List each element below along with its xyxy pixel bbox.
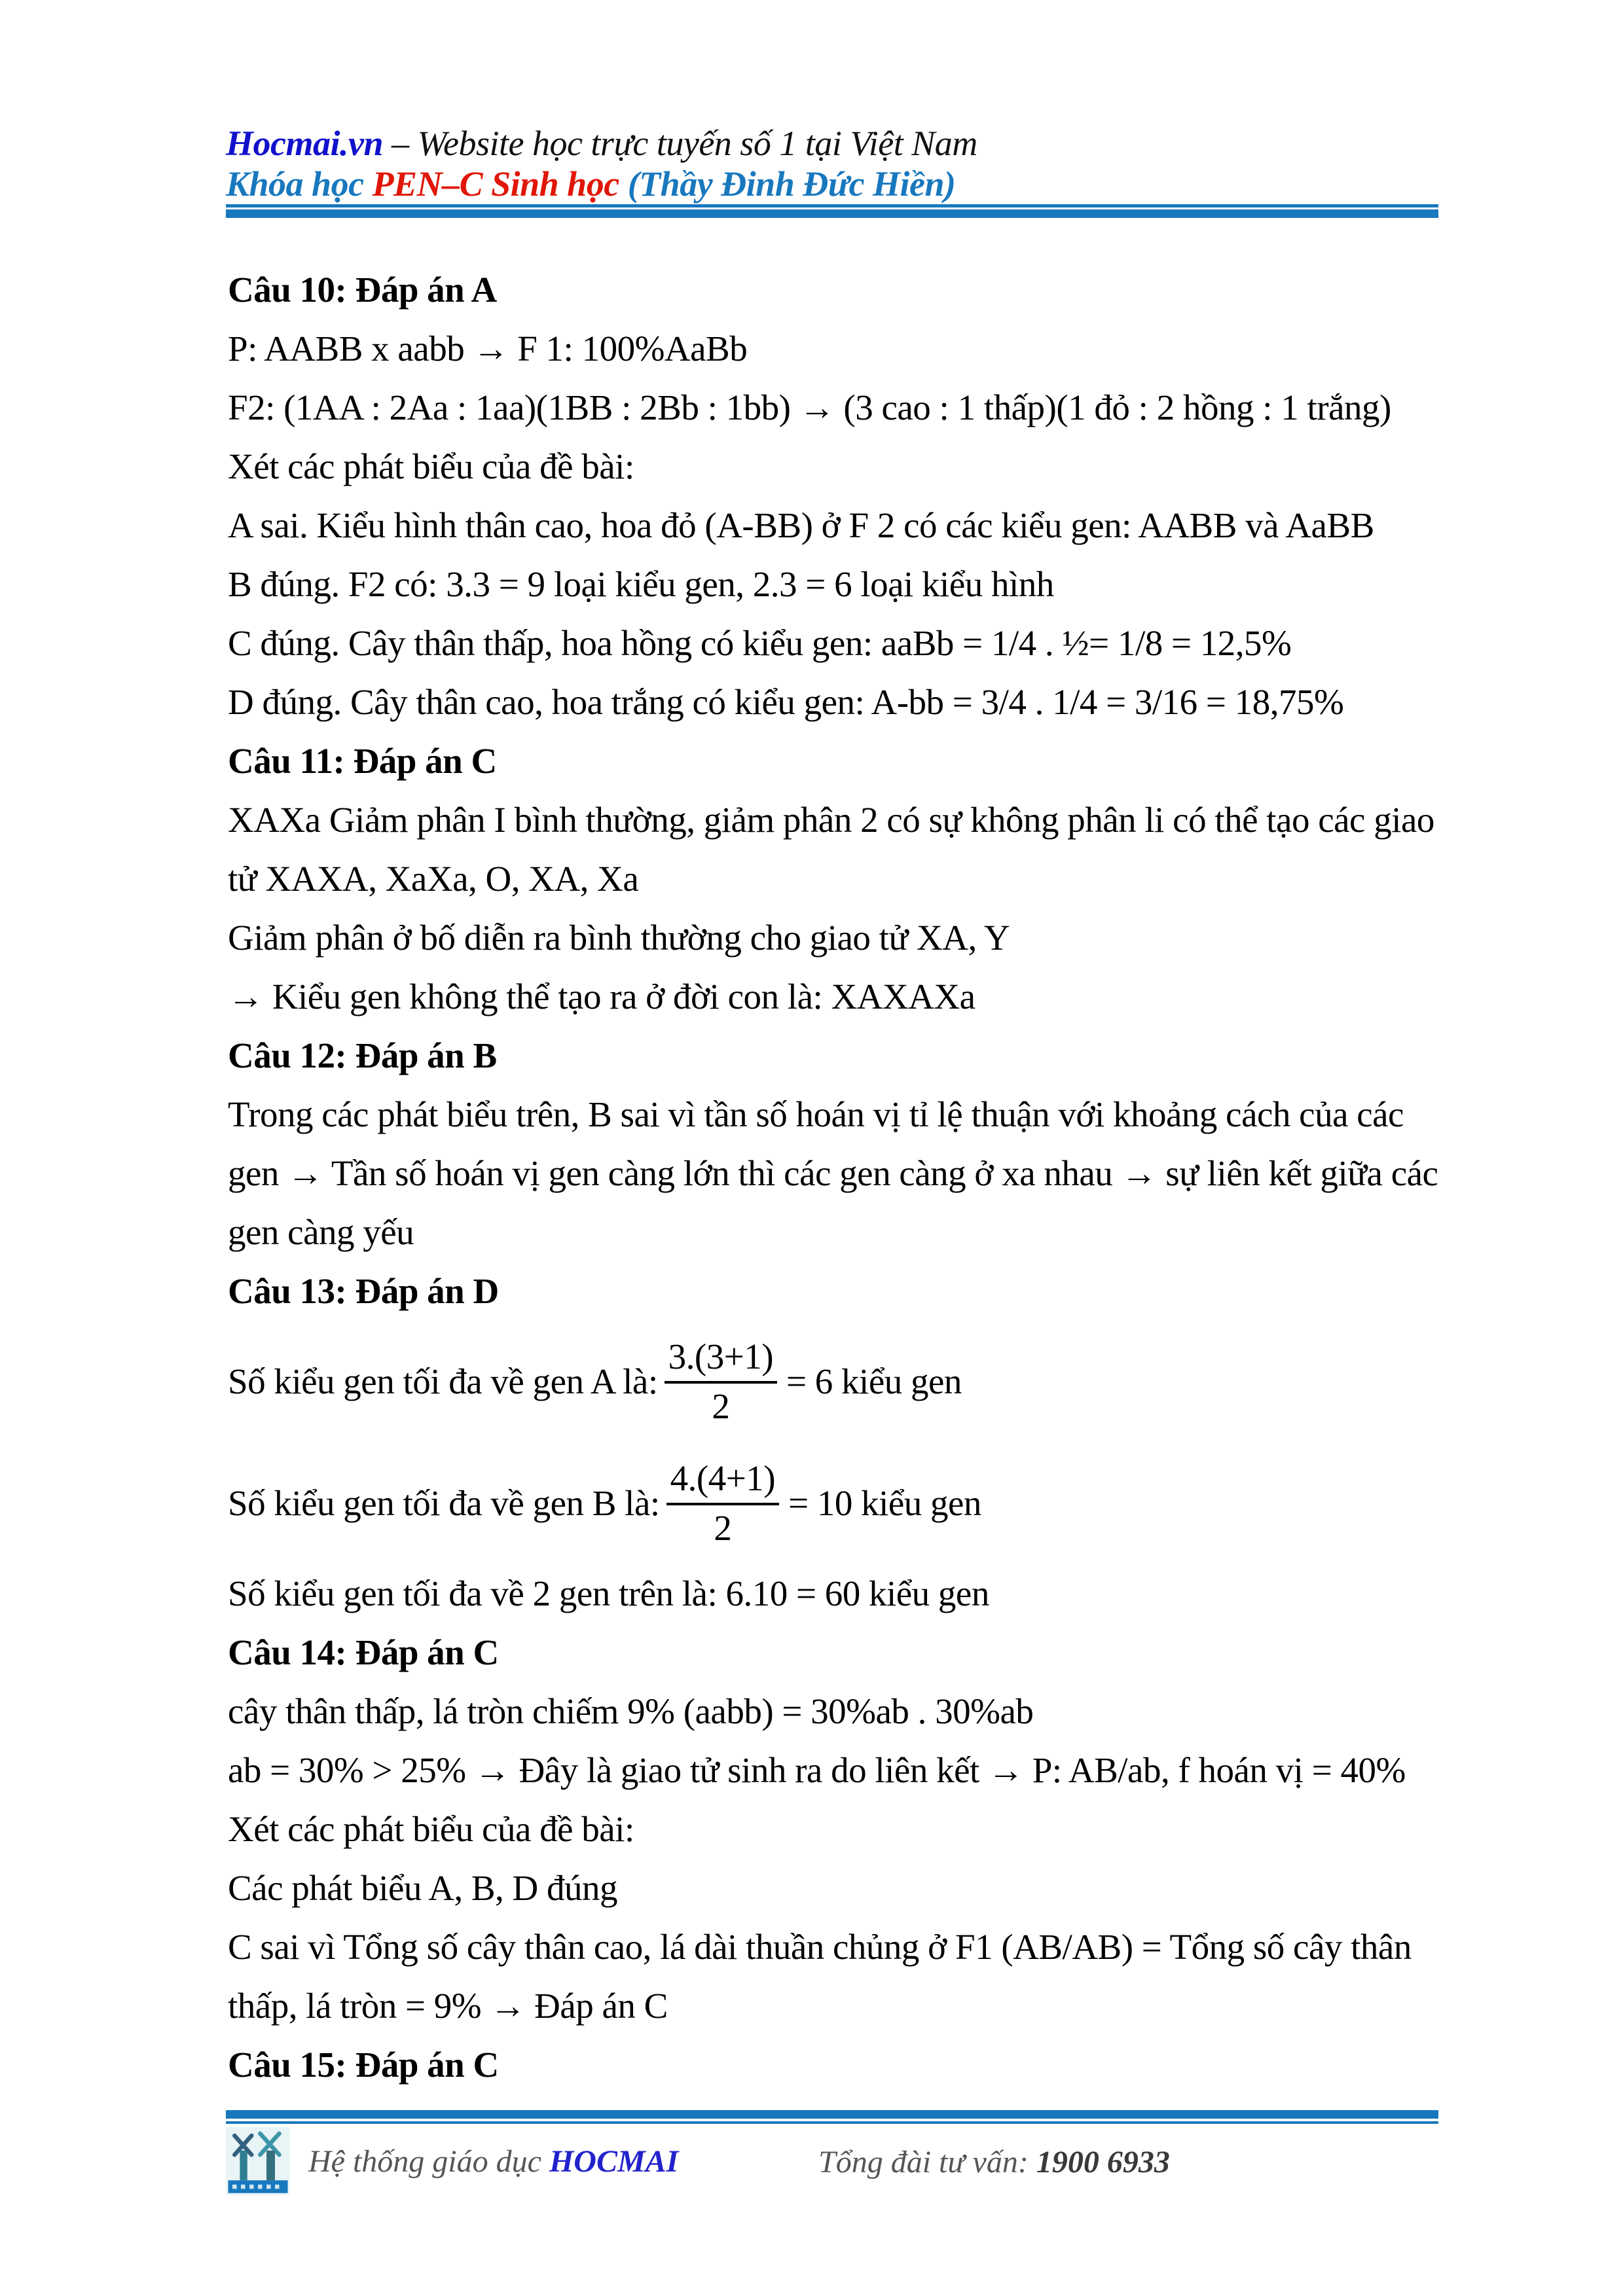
text-line: F2: (1AA : 2Aa : 1aa)(1BB : 2Bb : 1bb) → (3 cao : 1 thấp)(1 đỏ : 2 hồng : 1 trắng) — [228, 387, 1391, 427]
answer-heading: Câu 13: Đáp án D — [228, 1271, 499, 1311]
text-line: Giảm phân ở bố diễn ra bình thường cho giao tử XA, Y — [228, 918, 1010, 958]
footer-divider-thick-bar — [226, 2110, 1438, 2119]
formula-text-after: = 10 kiểu gen — [788, 1483, 981, 1523]
footer-org — [226, 2127, 678, 2195]
page-header — [226, 123, 1438, 204]
footer-divider — [226, 2110, 1438, 2124]
text-line: A sai. Kiểu hình thân cao, hoa đỏ (A-BB) ở F 2 có các kiểu gen: AABB và AaBB — [228, 505, 1374, 545]
document-body — [228, 260, 1446, 2094]
header-line-1 — [226, 123, 1438, 164]
course-teacher: (Thầy Đinh Đức Hiền) — [627, 164, 956, 204]
text-line: Xét các phát biểu của đề bài: — [228, 446, 634, 486]
site-tagline: – Website học trực tuyến số 1 tại Việt Nam — [382, 124, 977, 163]
footer-divider-thin-line — [226, 2121, 1438, 2124]
footer-hotline-number: 1900 6933 — [1036, 2145, 1170, 2179]
hocmai-logo-icon — [226, 2127, 290, 2195]
text-line: thấp, lá tròn = 9% → Đáp án C — [228, 1986, 668, 2026]
fraction-denominator: 2 — [714, 1508, 732, 1548]
text-line: Số kiểu gen tối đa về 2 gen trên là: 6.10 = 60 kiểu gen — [228, 1573, 989, 1613]
answer-heading: Câu 15: Đáp án C — [228, 2045, 499, 2085]
footer-hotline — [818, 2144, 1170, 2180]
footer-org-prefix: Hệ thống giáo dục — [308, 2144, 549, 2179]
text-line: C sai vì Tổng số cây thân cao, lá dài thuần chủng ở F1 (AB/AB) = Tổng số cây thân — [228, 1927, 1412, 1967]
text-line: Các phát biểu A, B, D đúng — [228, 1868, 617, 1908]
answer-heading: Câu 10: Đáp án A — [228, 270, 497, 310]
header-line-2 — [226, 164, 1438, 204]
text-line: → Kiểu gen không thể tạo ra ở đời con là: XAXAXa — [228, 977, 976, 1016]
formula-text-before: Số kiểu gen tối đa về gen B là: — [228, 1483, 660, 1523]
formula-line — [228, 1443, 1446, 1564]
text-line: cây thân thấp, lá tròn chiếm 9% (aabb) = 30%ab . 30%ab — [228, 1691, 1034, 1731]
fraction — [665, 1336, 777, 1426]
text-line: ab = 30% > 25% → Đây là giao tử sinh ra do liên kết → P: AB/ab, f hoán vị = 40% — [228, 1750, 1406, 1790]
footer-org-name: HOCMAI — [549, 2144, 679, 2179]
answer-heading: Câu 14: Đáp án C — [228, 1632, 499, 1672]
fraction-numerator: 3.(3+1) — [665, 1336, 777, 1384]
formula-line — [228, 1321, 1446, 1443]
text-line: gen → Tần số hoán vị gen càng lớn thì các gen càng ở xa nhau → sự liên kết giữa các — [228, 1153, 1438, 1193]
text-line: XAXa Giảm phân I bình thường, giảm phân 2 có sự không phân li có thể tạo các giao — [228, 800, 1434, 840]
text-line: Trong các phát biểu trên, B sai vì tần số hoán vị tỉ lệ thuận với khoảng cách của các — [228, 1094, 1404, 1134]
footer-hotline-label: Tổng đài tư vấn: — [818, 2145, 1036, 2179]
header-divider-thick-bar — [226, 209, 1438, 218]
text-line: D đúng. Cây thân cao, hoa trắng có kiểu gen: A-bb = 3/4 . 1/4 = 3/16 = 18,75% — [228, 682, 1344, 722]
page-footer — [226, 2127, 1438, 2206]
formula-text-after: = 6 kiểu gen — [786, 1361, 962, 1401]
text-line: C đúng. Cây thân thấp, hoa hồng có kiểu gen: aaBb = 1/4 . ½= 1/8 = 12,5% — [228, 623, 1292, 663]
formula-text-before: Số kiểu gen tối đa về gen A là: — [228, 1361, 658, 1401]
text-line: B đúng. F2 có: 3.3 = 9 loại kiểu gen, 2.3 = 6 loại kiểu hình — [228, 564, 1054, 604]
fraction — [666, 1458, 779, 1548]
text-line: P: AABB x aabb → F 1: 100%AaBb — [228, 329, 748, 368]
footer-org-text — [308, 2144, 678, 2179]
course-prefix: Khóa học — [226, 164, 373, 204]
site-name: Hocmai.vn — [226, 124, 383, 163]
answer-heading: Câu 12: Đáp án B — [228, 1035, 497, 1075]
course-name: PEN–C Sinh học — [372, 164, 628, 204]
fraction-denominator: 2 — [712, 1386, 730, 1426]
fraction-numerator: 4.(4+1) — [666, 1458, 779, 1505]
text-line: Xét các phát biểu của đề bài: — [228, 1809, 634, 1849]
text-line: gen càng yếu — [228, 1212, 414, 1252]
answer-heading: Câu 11: Đáp án C — [228, 741, 497, 781]
header-divider — [226, 204, 1438, 218]
text-line: tử XAXA, XaXa, O, XA, Xa — [228, 859, 639, 899]
